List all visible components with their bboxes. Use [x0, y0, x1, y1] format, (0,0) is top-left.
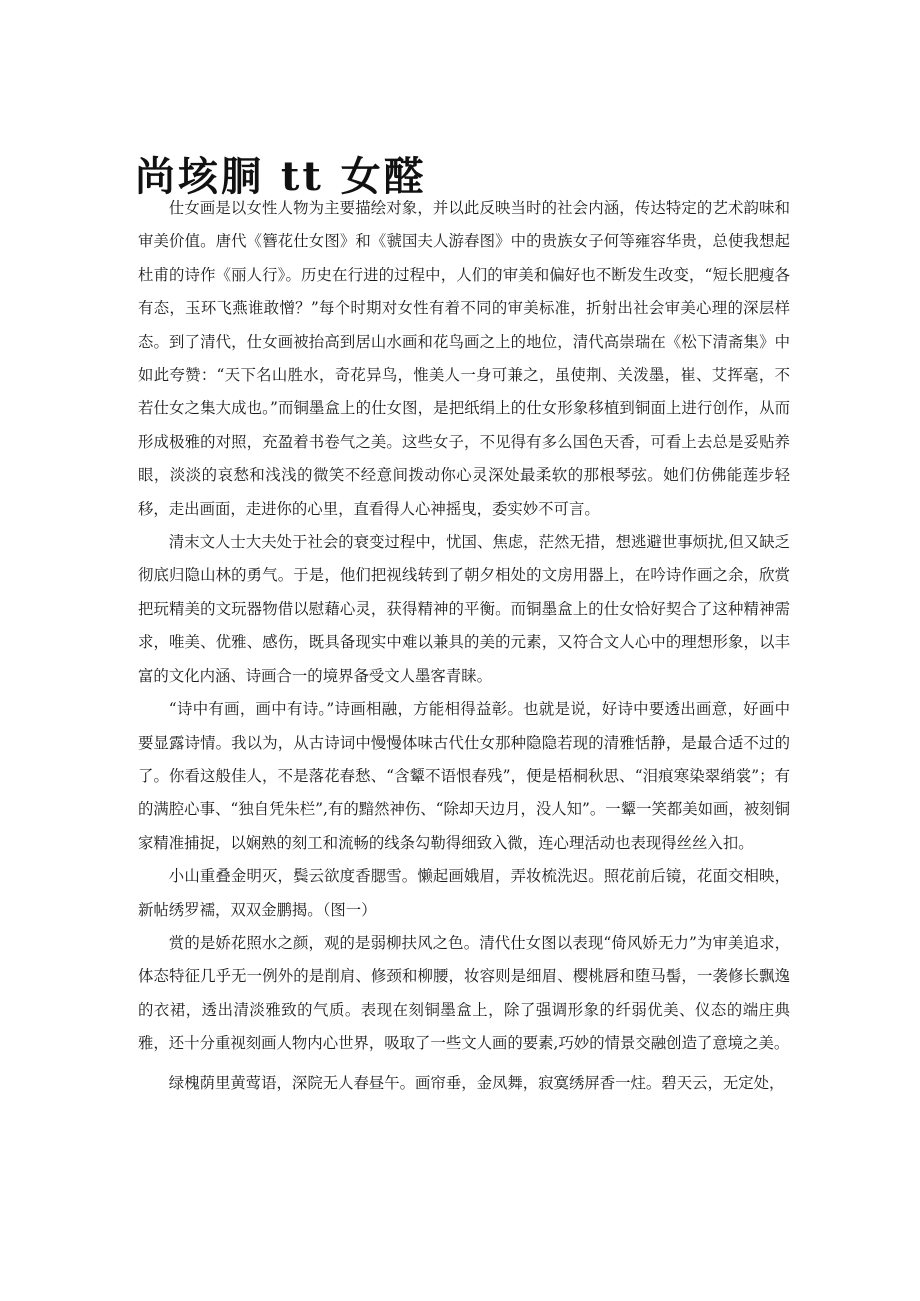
paragraph-5: 赏的是娇花照水之颜，观的是弱柳扶风之色。清代仕女图以表现“倚风娇无力”为审美追求，体态特征几乎无一例外的是削肩、修颈和柳腰，妆容则是细眉、樱桃唇和堕马髻，一袭修长飘逸的衣裙，透出清淡雅致的气质。表现在刻铜墨盒上，除了强调形象的纤弱优美、仪态的端庄典雅，还十分重视刻画人物内心世界，吸取了一些文人画的要素,巧妙的情景交融创造了意境之美。 [138, 933, 790, 1053]
paragraph-6: 绿槐荫里黄莺语，深院无人春昼午。画帘垂，金凤舞，寂寞绣屏香一炷。碧天云，无定处， [168, 1073, 785, 1092]
paragraph-4: 小山重叠金明灭，鬓云欲度香腮雪。懒起画娥眉，弄妆梳洗迟。照花前后镜，花面交相映，新帖绣罗襦，双双金鹏揭。（图一） [138, 867, 790, 919]
document-body [138, 192, 790, 1100]
document-title: 尚垓胴 tt 女醛 [135, 152, 427, 200]
paragraph-3: “诗中有画，画中有诗。”诗画相融，方能相得益彰。也就是说，好诗中要透出画意，好画中要显露诗情。我以为，从古诗词中慢慢体味古代仕女那种隐隐若现的清雅恬静，是最合适不过的了。你看这般佳人，不是落花春愁、“含颦不语恨春残”，便是梧桐秋思、“泪痕寒染翠绡裳”；有的满腔心事、“独自凭朱栏”,有的黯然神伤、“除却天边月，没人知”。一颦一笑都美如画，被刻铜家精准捕捉，以娴熟的刻工和流畅的线条勾勒得细致入微，连心理活动也表现得丝丝入扣。 [138, 700, 790, 852]
paragraph-2: 清末文人士大夫处于社会的衰变过程中，忧国、焦虑，茫然无措，想逃避世事烦扰,但又缺乏彻底归隐山林的勇气。于是，他们把视线转到了朝夕相处的文房用器上，在吟诗作画之余，欣赏把玩精美的文玩器物借以慰藉心灵，获得精神的平衡。而铜墨盒上的仕女恰好契合了这种精神需求，唯美、优雅、感伤，既具备现实中难以兼具的美的元素，又符合文人心中的理想形象，以丰富的文化内涵、诗画合一的境界备受文人墨客青睐。 [138, 533, 790, 685]
paragraph-1: 仕女画是以女性人物为主要描绘对象，并以此反映当时的社会内涵，传达特定的艺术韵味和审美价值。唐代《簪花仕女图》和《虢国夫人游春图》中的贵族女子何等雍容华贵，总使我想起杜甫的诗作《丽人行》。历史在行进的过程中，人们的审美和偏好也不断发生改变，“短长肥瘦各有态，玉环飞燕谁敢憎？”每个时期对女性有着不同的审美标准，折射出社会审美心理的深层样态。到了清代，仕女画被抬高到居山水画和花鸟画之上的地位，清代高崇瑞在《松下清斋集》中如此夸赞：“天下名山胜水，奇花异鸟，惟美人一身可兼之，虽使荆、关泼墨，崔、艾挥毫，不若仕女之集大成也。”而铜墨盒上的仕女图，是把纸绢上的仕女形象移植到铜面上进行创作，从而形成极雅的对照，充盈着书卷气之美。这些女子，不见得有多么国色天香，可看上去总是妥贴养眼，淡淡的哀愁和浅浅的微笑不经意间拨动你心灵深处最柔软的那根琴弦。她们仿佛能莲步轻移，走出画面，走进你的心里，直看得人心神摇曳，委实妙不可言。 [138, 199, 790, 518]
